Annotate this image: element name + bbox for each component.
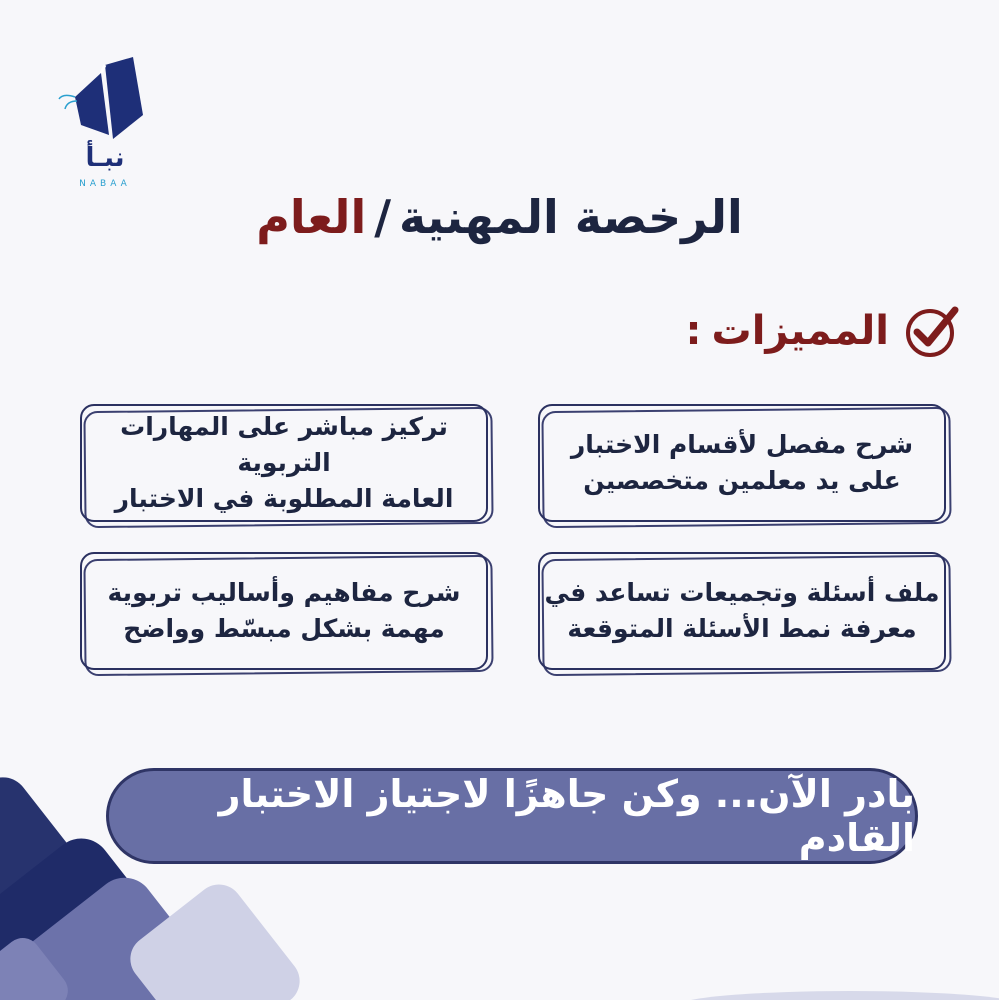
feature-card — [538, 404, 946, 522]
features-label: المميزات — [711, 308, 889, 354]
features-colon: : — [685, 308, 702, 354]
feature-line: ملف أسئلة وتجميعات تساعد في — [544, 578, 940, 607]
feature-line: تركيز مباشر على المهارات التربوية — [120, 412, 448, 477]
feature-line: شرح مفاهيم وأساليب تربوية — [107, 578, 461, 607]
title-separator: / — [374, 190, 392, 244]
feature-line: شرح مفصل لأقسام الاختبار — [570, 430, 914, 459]
feature-line: على يد معلمين متخصصين — [583, 466, 901, 495]
feature-line: مهمة بشكل مبسّط وواضح — [123, 614, 445, 643]
feature-card — [80, 404, 488, 522]
book-butterfly-icon — [55, 55, 155, 145]
feature-line: معرفة نمط الأسئلة المتوقعة — [567, 614, 917, 643]
feature-card — [538, 552, 946, 670]
brand-logo — [55, 55, 155, 205]
feature-card — [80, 552, 488, 670]
check-circle-icon — [903, 302, 961, 360]
title-main: الرخصة المهنية — [399, 190, 743, 244]
brand-name-arabic: نبـأ — [85, 143, 125, 173]
cta-button[interactable]: بادر الآن... وكن جاهزًا لاجتياز الاختبار القادم — [106, 768, 918, 864]
brand-name-english: NABAA — [79, 179, 131, 189]
title-accent: العام — [256, 190, 367, 244]
page-title — [0, 190, 999, 244]
feature-line: العامة المطلوبة في الاختبار — [114, 484, 454, 513]
features-heading — [686, 302, 961, 360]
